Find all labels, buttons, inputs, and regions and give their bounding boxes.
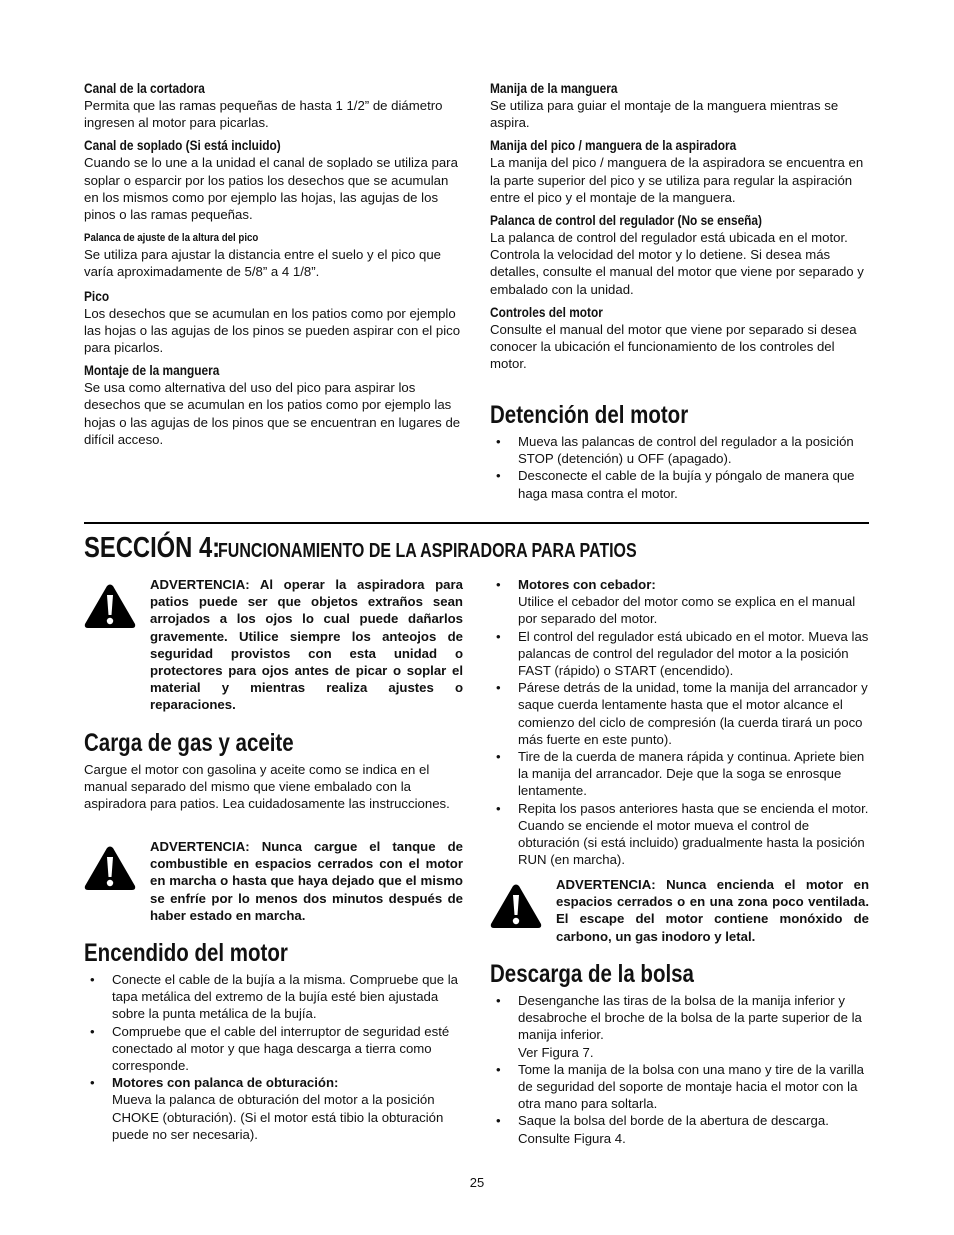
warning-icon [490,883,542,929]
list-item: • El control del regulador está ubicado en el motor. Mueva las palancas de control del regulador del motor a la posición FAST (rápido) o START (encendido). [490,628,870,680]
left-top-column [84,80,464,448]
warning-3-label: ADVERTENCIA: [556,877,656,892]
section-controles-motor [490,304,870,373]
heading-palanca-regulador: Palanca de control del regulador (No se enseña) [490,213,763,229]
detencion-list [490,433,870,502]
section-palanca-altura [84,231,464,280]
section-montaje-manguera [84,362,464,448]
heading-canal-soplado: Canal de soplado (Si está incluido) [84,138,281,154]
detencion-section [490,400,870,502]
list-item [84,1074,464,1143]
warning-3-text: Nunca encienda el motor en espacios cerrados o en una zona poco ventilada. El escape del motor contiene monóxido de carbono, un gas inodoro y letal. [556,877,870,944]
heading-encendido: Encendido del motor [84,939,288,967]
section-manija-pico [490,137,870,206]
list-item: • Tire de la cuerda de manera rápida y continua. Apriete bien la manija del arrancador. Deje que la soga se enrosque lentamente. [490,748,870,800]
section-palanca-regulador [490,212,870,298]
descarga-section [490,959,870,1147]
encendido-list [84,971,464,1143]
text-pico: Los desechos que se acumulan en los patios como por ejemplo las hojas o las agujas de los pinos se pueden aspirar con el pico para picarlos. [84,305,461,356]
arranque-list-section [490,576,870,868]
list-item: • Compruebe que el cable del interruptor de seguridad esté conectado al motor y que haga descarga a tierra como corresponde. [84,1023,464,1075]
section-title: FUNCIONAMIENTO DE LA ASPIRADORA PARA PATIOS [218,540,637,562]
warning-3 [556,876,869,945]
warning-2 [150,838,463,924]
heading-descarga: Descarga de la bolsa [490,960,694,988]
warning-icon [84,583,136,629]
text-canal-cortadora: Permita que las ramas pequeñas de hasta 1 1/2” de diámetro ingresen al motor para picarlas. [84,98,443,131]
heading-pico: Pico [84,288,110,304]
list-item-text: Mueva la palanca de obturación del motor a la posición CHOKE (obturación). (Si el motor está tibio la obturación puede no ser necesaria). [112,1092,444,1142]
right-top-column [490,80,870,372]
warning-1-text: Al operar la aspiradora para patios puede ser que objetos extraños sean arrojados a los ojos lo cual puede dañarlos gravemente. Utilice siempre los anteojos de seguridad provistos con esta unidad o protectores para ojos antes de picar o soplar el material y mientras realiza ajustes o reparaciones. [150,577,463,713]
list-item: • Repita los pasos anteriores hasta que se encienda el motor. Cuando se enciende el motor mueva el control de obturación (si está incluido) gradualmente hasta la posición RUN (en marcha). [490,800,870,869]
list-item [490,576,870,628]
heading-controles-motor: Controles del motor [490,304,603,320]
list-item-text: Utilice el cebador del motor como se explica en el manual por separado del motor. [518,594,856,627]
heading-canal-cortadora: Canal de la cortadora [84,81,205,96]
list-item: • Conecte el cable de la bujía a la misma. Compruebe que la tapa metálica del extremo de la bujía esté bien ajustada sobre la punta metálica de la bujía. [84,971,464,1023]
text-manija-pico: La manija del pico / manguera de la aspiradora se encuentra en la parte superior del pico y se utiliza para regular la aspiración entre el pico y el montaje de la manguera. [490,155,864,205]
text-palanca-regulador: La palanca de control del regulador está ubicada en el motor. Controla la velocidad del motor y lo detiene. Si desea más detalles, consulte el manual del motor que viene por separado y embalado con la unidad. [490,230,864,297]
text-palanca-altura: Se utiliza para ajustar la distancia entre el suelo y el pico que varía aproximadamente de 5/8” a 4 1/8”. [84,247,442,280]
list-item-text: Desenganche las tiras de la bolsa de la manija inferior y desabroche el broche de la bolsa de la parte superior de la manija inferior. [518,993,862,1043]
text-controles-motor: Consulte el manual del motor que viene por separado si desea conocer la ubicación el funcionamiento de los controles del motor. [490,321,857,372]
warning-2-text: Nunca cargue el tanque de combustible en espacios cerrados con el motor en marcha o hasta que haya dejado que el mismo se enfríe por lo menos dos minutos después de haber estado en marcha. [150,839,463,923]
warning-1 [150,576,463,714]
carga-section [84,728,464,813]
list-item: • Mueva las palancas de control del regulador a la posición STOP (detención) u OFF (apagado). [490,433,870,467]
list-item: • Tome la manija de la bolsa con una mano y tire de la varilla de seguridad del soporte de montaje hacia el motor con la otra mano para soltarla. [490,1061,870,1113]
warning-2-label: ADVERTENCIA: [150,839,250,854]
section-cortadora [84,80,464,131]
list-item: • Desconecte el cable de la bujía y póngalo de manera que haga masa contra el motor. [490,467,870,501]
warning-1-label: ADVERTENCIA: [150,577,250,592]
list-item: • Saque la bolsa del borde de la abertura de descarga. Consulte Figura 4. [490,1112,870,1146]
list-item-title: Motores con cebador: [518,577,656,592]
text-canal-soplado: Cuando se lo une a la unidad el canal de soplado se utiliza para soplar o esparcir por los patios los desechos que se acumulan en los mismos como por ejemplo las hojas, las agujas de los pinos o las ramas pequeñas. [84,155,458,223]
descarga-list [490,992,870,1147]
section-heading [84,532,637,565]
arranque-list [490,576,870,868]
list-item [490,992,870,1061]
page-number: 25 [469,1175,485,1190]
heading-montaje-manguera: Montaje de la manguera [84,363,220,379]
text-montaje-manguera: Se usa como alternativa del uso del pico para aspirar los desechos que se acumulan en los patios como por ejemplo las hojas o las agujas de los pinos que se encuentran en lugares de difícil acceso. [84,380,461,447]
warning-icon [84,845,136,891]
section-divider [84,522,869,524]
text-manija-manguera: Se utiliza para guiar el montaje de la manguera mientras se aspira. [490,98,839,131]
text-carga: Cargue el motor con gasolina y aceite como se indica en el manual separado del mismo que viene embalado con la aspiradora para patios. Lea cuidadosamente las instrucciones. [84,762,450,812]
heading-palanca-altura: Palanca de ajuste de la altura del pico [84,232,259,245]
list-item: • Párese detrás de la unidad, tome la manija del arrancador y saque cuerda lentamente hasta que el motor alcance el comienzo del ciclo de compresión (la cuerda tirará un poco más fuerte en este punto). [490,679,870,748]
section-label: SECCIÓN 4: [84,532,221,564]
heading-manija-pico: Manija del pico / manguera de la aspiradora [490,138,737,154]
figure-reference: Ver Figura 7. [518,1044,594,1060]
encendido-section [84,938,464,1143]
section-pico [84,288,464,357]
heading-manija-manguera: Manija de la manguera [490,81,618,96]
section-soplado [84,137,464,223]
heading-detencion: Detención del motor [490,401,689,429]
list-item-title: Motores con palanca de obturación: [112,1075,339,1091]
section-manija-manguera [490,80,870,131]
heading-carga: Carga de gas y aceite [84,729,294,757]
